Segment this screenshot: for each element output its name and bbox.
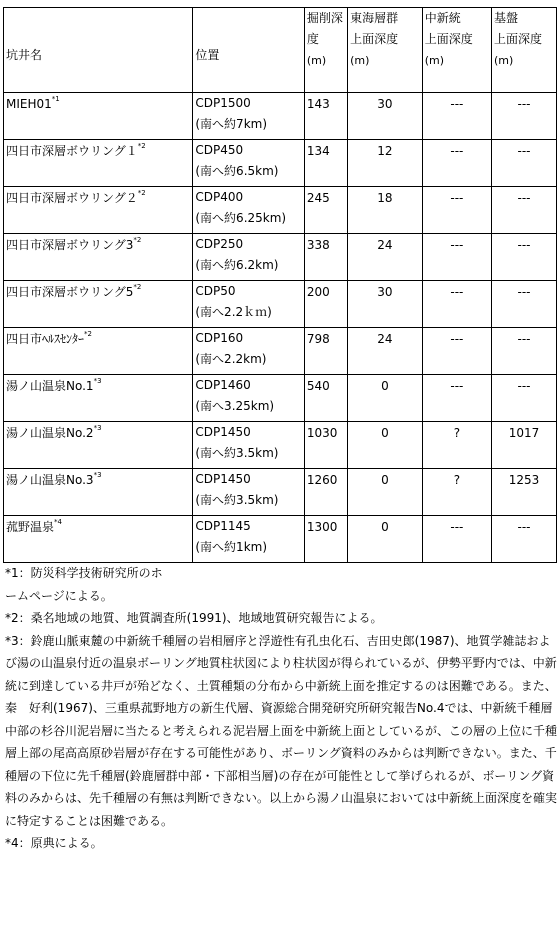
tokai-depth-cell: 0	[348, 516, 423, 563]
footnote-marker: *3	[93, 424, 102, 432]
well-name: 湯ノ山温泉No.2	[6, 426, 94, 440]
tokai-depth-cell: 30	[348, 93, 423, 140]
header-miocene-unit: (m)	[424, 54, 445, 67]
tokai-depth-cell: 30	[348, 281, 423, 328]
well-name-cell	[4, 93, 193, 140]
miocene-depth-cell: ---	[422, 375, 491, 422]
location-cdp: CDP1460	[195, 378, 251, 392]
miocene-depth-cell: ?	[422, 469, 491, 516]
footnote-2: *2：桑名地域の地質、地質調査所(1991)、地域地質研究報告による。	[5, 611, 383, 625]
table-body	[4, 93, 557, 563]
location-cdp: CDP1450	[195, 472, 251, 486]
miocene-depth-cell: ---	[422, 516, 491, 563]
drill-depth-cell: 200	[304, 281, 347, 328]
footnote-4: *4：原典による。	[5, 836, 103, 850]
header-tokai-line1: 東海層群	[350, 11, 399, 25]
basement-depth-cell: ---	[492, 140, 557, 187]
header-miocene-depth	[422, 8, 491, 93]
location-distance: (南へ約3.5km)	[195, 446, 279, 460]
location-cell	[193, 469, 304, 516]
location-cell	[193, 375, 304, 422]
well-name-cell	[4, 140, 193, 187]
header-drill-depth-line2: 度	[306, 32, 319, 46]
well-name-cell	[4, 469, 193, 516]
tokai-depth-cell: 0	[348, 375, 423, 422]
drill-depth-cell: 245	[304, 187, 347, 234]
drill-depth-cell: 338	[304, 234, 347, 281]
location-cdp: CDP450	[195, 143, 244, 157]
location-cdp: CDP1145	[195, 519, 251, 533]
footnote-3: *3：鈴鹿山脈東麓の中新統千種層の岩相層序と浮遊性有孔虫化石、吉田史郎(1987)、地質学雑誌および湯の山温泉付近の温泉ボーリング地質柱状図により柱状図が得られているが、伊勢平野内では、中新統に到達している井戸が殆どなく、土質種類の分布から中新統上面を推定するのは困難である。また、秦 好利(1967)、三重県菰野地方の新生代層、資源総合開発研究所研究報告No.4では、中新統千種層中部の杉谷川泥岩層に当たると考えられる泥岩層上面を中新統上面としているが、この層の上位に千種層上部の尾高高原砂岩層が存在する可能性があり、ボーリング資料のみからは判断できない。また、千種層の下位に先千種層(鈴鹿層群中部・下部相当層)の存在が可能性として挙げられるが、ボーリング資料のみからは、先千種層の有無は判断できない。以上から湯ノ山温泉においては中新統上面深度を確実に特定することは困難である。	[5, 633, 558, 828]
header-basement-unit: (m)	[494, 54, 514, 67]
basement-depth-cell: 1253	[492, 469, 557, 516]
location-cell	[193, 516, 304, 563]
location-cell	[193, 328, 304, 375]
location-distance: (南へ約6.5km)	[195, 164, 279, 178]
table-header	[4, 8, 557, 93]
miocene-depth-cell: ---	[422, 140, 491, 187]
miocene-depth-cell: ---	[422, 281, 491, 328]
basement-depth-cell: ---	[492, 234, 557, 281]
location-cdp: CDP250	[195, 237, 244, 251]
drill-depth-cell: 1260	[304, 469, 347, 516]
footnote-marker: *2	[133, 236, 142, 244]
header-basement-line2: 上面深度	[494, 32, 543, 46]
table-row	[4, 187, 557, 234]
location-cell	[193, 187, 304, 234]
tokai-depth-cell: 0	[348, 422, 423, 469]
well-name-cell	[4, 234, 193, 281]
well-name-cell	[4, 328, 193, 375]
location-cell	[193, 140, 304, 187]
footnote-marker: *2	[137, 189, 146, 197]
table-row	[4, 328, 557, 375]
location-distance: (南へ2.2ｋｍ)	[195, 305, 272, 319]
drill-depth-cell: 134	[304, 140, 347, 187]
well-name-cell	[4, 375, 193, 422]
well-name: 四日市深層ボウリング２	[6, 191, 138, 205]
location-cell	[193, 93, 304, 140]
well-name: 四日市ﾍﾙｽｾﾝﾀｰ	[6, 332, 85, 346]
drill-depth-cell: 798	[304, 328, 347, 375]
basement-depth-cell: ---	[492, 281, 557, 328]
well-name: 四日市深層ボウリング5	[6, 285, 134, 299]
footnote-marker: *4	[54, 518, 62, 526]
tokai-depth-cell: 0	[348, 469, 423, 516]
header-drill-depth-line1: 掘削深	[306, 11, 343, 25]
header-miocene-line1: 中新統	[424, 11, 461, 25]
basement-depth-cell: ---	[492, 187, 557, 234]
header-miocene-line2: 上面深度	[424, 32, 473, 46]
table-row	[4, 234, 557, 281]
footnote-1-line2: ームページによる。	[5, 588, 113, 603]
location-distance: (南へ約7km)	[195, 117, 268, 131]
drill-depth-cell: 143	[304, 93, 347, 140]
location-distance: (南へ約1km)	[195, 540, 268, 554]
basement-depth-cell: ---	[492, 375, 557, 422]
table-row	[4, 140, 557, 187]
footnote-marker: *3	[93, 471, 102, 479]
well-name: MIEH01	[6, 97, 52, 111]
basement-depth-cell: ---	[492, 516, 557, 563]
basement-depth-cell: 1017	[492, 422, 557, 469]
location-cdp: CDP50	[195, 284, 236, 298]
footnote-marker: *3	[93, 377, 102, 385]
footnote-1	[5, 562, 557, 607]
well-name-cell	[4, 422, 193, 469]
location-distance: (南へ2.2km)	[195, 352, 267, 366]
miocene-depth-cell: ---	[422, 187, 491, 234]
location-cdp: CDP400	[195, 190, 244, 204]
header-tokai-line2: 上面深度	[350, 32, 399, 46]
footnote-marker: *2	[133, 283, 142, 291]
location-distance: (南へ3.25km)	[195, 399, 275, 413]
header-tokai-depth	[348, 8, 423, 93]
location-cdp: CDP1450	[195, 425, 251, 439]
table-row	[4, 375, 557, 422]
location-cell	[193, 281, 304, 328]
miocene-depth-cell: ---	[422, 328, 491, 375]
well-name: 四日市深層ボウリング１	[6, 144, 138, 158]
footnote-marker: *2	[84, 330, 92, 338]
location-distance: (南へ約6.2km)	[195, 258, 279, 272]
header-well-name: 坑井名	[4, 8, 193, 93]
header-tokai-unit: (m)	[350, 54, 370, 67]
header-basement-line1: 基盤	[494, 11, 519, 25]
footnotes	[5, 562, 557, 855]
footnote-marker: *2	[137, 142, 146, 150]
table-row	[4, 469, 557, 516]
header-drill-depth	[304, 8, 347, 93]
tokai-depth-cell: 18	[348, 187, 423, 234]
basement-depth-cell: ---	[492, 93, 557, 140]
header-location: 位置	[193, 8, 304, 93]
location-distance: (南へ約6.25km)	[195, 211, 287, 225]
drill-depth-cell: 1030	[304, 422, 347, 469]
well-name: 湯ノ山温泉No.3	[6, 473, 94, 487]
footnote-1-line1: *1：防災科学技術研究所のホ	[5, 566, 163, 580]
well-data-table	[3, 7, 557, 563]
tokai-depth-cell: 24	[348, 234, 423, 281]
miocene-depth-cell: ---	[422, 93, 491, 140]
table-row	[4, 422, 557, 469]
drill-depth-cell: 540	[304, 375, 347, 422]
miocene-depth-cell: ?	[422, 422, 491, 469]
table-row	[4, 516, 557, 563]
location-cell	[193, 422, 304, 469]
location-distance: (南へ約3.5km)	[195, 493, 279, 507]
footnote-marker: *1	[51, 95, 60, 103]
tokai-depth-cell: 12	[348, 140, 423, 187]
well-name-cell	[4, 516, 193, 563]
well-name: 菰野温泉	[6, 520, 55, 534]
well-name-cell	[4, 187, 193, 234]
location-cdp: CDP1500	[195, 96, 251, 110]
miocene-depth-cell: ---	[422, 234, 491, 281]
tokai-depth-cell: 24	[348, 328, 423, 375]
table-row	[4, 93, 557, 140]
basement-depth-cell: ---	[492, 328, 557, 375]
location-cdp: CDP160	[195, 331, 244, 345]
header-basement-depth	[492, 8, 557, 93]
table-row	[4, 281, 557, 328]
well-name-cell	[4, 281, 193, 328]
well-name: 四日市深層ボウリング3	[6, 238, 134, 252]
header-drill-depth-unit: (m)	[306, 54, 327, 67]
location-cell	[193, 234, 304, 281]
well-name: 湯ノ山温泉No.1	[6, 379, 94, 393]
drill-depth-cell: 1300	[304, 516, 347, 563]
